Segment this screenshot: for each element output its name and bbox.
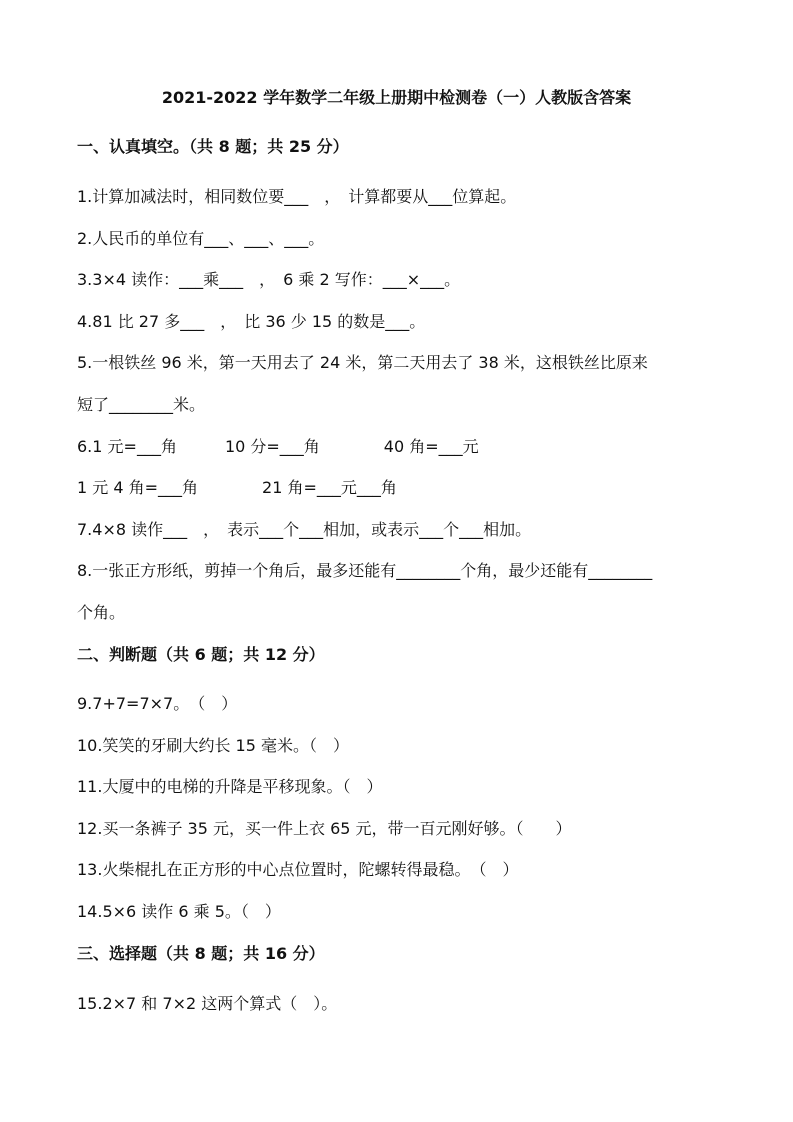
question-5: 5.一根铁丝 96 米，第一天用去了 24 米，第二天用去了 38 米，这根铁丝比原来: [77, 353, 648, 372]
exam-title: 2021-2022 学年数学二年级上册期中检测卷（一）人教版含答案: [161, 88, 632, 107]
question-11: 11.大厦中的电梯的升降是平移现象。（ ）: [77, 777, 383, 796]
question-13: 13.火柴棍扎在正方形的中心点位置时，陀螺转得最稳。 （ ）: [77, 860, 519, 879]
question-12: 12.买一条裤子 35 元，买一件上衣 65 元，带一百元刚好够。（ ）: [77, 819, 572, 838]
question-3: 3.3×4 读作：___乘___ ， 6 乘 2 写作：___×___。: [77, 270, 461, 289]
question-5-continued: 短了________米。: [77, 395, 206, 414]
question-7: 7.4×8 读作___ ， 表示___个___相加，或表示___个___相加。: [77, 520, 532, 539]
question-15: 15.2×7 和 7×2 这两个算式（ ）。: [77, 994, 338, 1013]
question-8-continued: 个角。: [77, 603, 126, 622]
section-heading-judge: 二、判断题（共 6 题；共 12 分）: [77, 645, 325, 664]
question-9: 9.7+7=7×7。 （ ）: [77, 694, 238, 713]
question-4: 4.81 比 27 多___ ， 比 36 少 15 的数是___。: [77, 312, 426, 331]
question-10: 10.笑笑的牙刷大约长 15 毫米。（ ）: [77, 736, 349, 755]
question-6-continued: 1 元 4 角=___角 21 角=___元___角: [77, 478, 397, 497]
question-14: 14.5×6 读作 6 乘 5。（ ）: [77, 902, 281, 921]
section-heading-fill-in: 一、认真填空。（共 8 题；共 25 分）: [77, 137, 349, 156]
question-1: 1.计算加减法时，相同数位要___ ， 计算都要从___位算起。: [77, 187, 517, 206]
section-heading-choice: 三、选择题（共 8 题；共 16 分）: [77, 944, 325, 963]
question-8: 8.一张正方形纸，剪掉一个角后，最多还能有________个角，最少还能有________: [77, 561, 653, 580]
question-2: 2.人民币的单位有___、___、___。: [77, 229, 325, 248]
question-6: 6.1 元=___角 10 分=___角 40 角=___元: [77, 437, 479, 456]
